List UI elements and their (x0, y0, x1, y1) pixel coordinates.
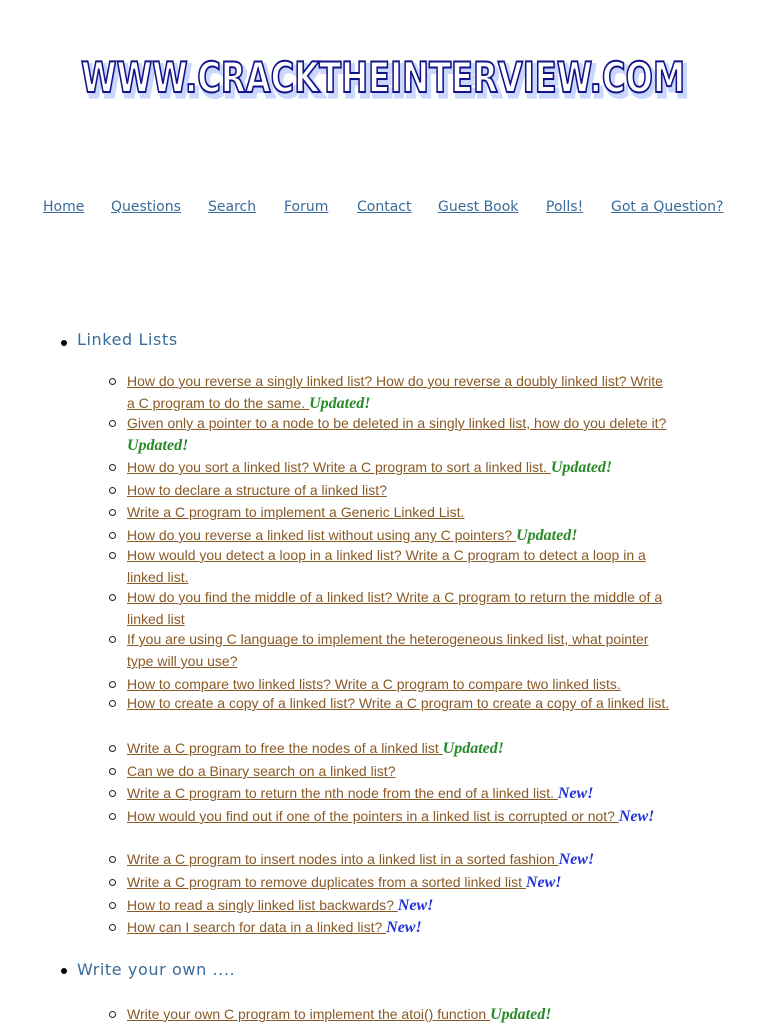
question-link[interactable]: Can we do a Binary search on a linked list? (127, 763, 396, 779)
question-link[interactable]: How to declare a structure of a linked list? (127, 482, 387, 498)
question-link[interactable]: Write a C program to insert nodes into a linked list in a sorted fashion (127, 851, 559, 867)
list-item (127, 479, 672, 501)
circle-bullet-icon (109, 420, 116, 427)
nav-guest-book-link[interactable]: Guest Book (438, 199, 519, 215)
list-item (127, 586, 672, 630)
section-bullet (61, 340, 67, 346)
circle-bullet-icon (109, 594, 116, 601)
question-link[interactable]: Write a C program to implement a Generic Linked List. (127, 504, 465, 520)
question-link[interactable]: Write your own C program to implement the atoi() function (127, 1006, 491, 1022)
list-item (127, 894, 672, 917)
circle-bullet-icon (109, 509, 116, 516)
nav-forum-link[interactable]: Forum (284, 199, 329, 215)
new-badge: New! (397, 897, 434, 914)
nav-contact-link[interactable]: Contact (357, 199, 412, 215)
circle-bullet-icon (109, 1011, 116, 1018)
circle-bullet-icon (109, 768, 116, 775)
logo-text: WWW.CRACKTHEINTERVIEW.COM (81, 53, 685, 102)
question-link[interactable]: How would you find out if one of the pointers in a linked list is corrupted or not? (127, 808, 619, 824)
list-item (127, 737, 672, 760)
question-link[interactable]: How do you sort a linked list? Write a C program to sort a linked list. (127, 459, 551, 475)
new-badge: New! (558, 851, 595, 868)
site-logo (78, 48, 690, 114)
updated-badge: Updated! (309, 395, 371, 412)
circle-bullet-icon (109, 924, 116, 931)
nav-got-a-question-link[interactable]: Got a Question? (611, 199, 724, 215)
question-link[interactable]: How to read a singly linked list backwards? (127, 897, 398, 913)
question-link[interactable]: How to create a copy of a linked list? Write a C program to create a copy of a linked list. (127, 695, 670, 711)
section-title-linked-lists: Linked Lists (77, 330, 178, 349)
list-item (127, 370, 672, 415)
new-badge: New! (386, 919, 422, 936)
question-link[interactable]: Write a C program to remove duplicates from a sorted linked list (127, 874, 526, 890)
list-item (127, 412, 672, 457)
new-badge: New! (557, 785, 594, 802)
nav-home-link[interactable]: Home (43, 199, 85, 215)
question-link[interactable]: Given only a pointer to a node to be deleted in a singly linked list, how do you delete it? (127, 415, 667, 431)
list-item (127, 805, 672, 828)
updated-badge: Updated! (442, 740, 504, 757)
list-item (127, 871, 672, 894)
updated-badge: Updated! (550, 459, 613, 476)
list-item (127, 848, 672, 871)
question-link[interactable]: How do you reverse a singly linked list? How do you reverse a doubly linked list? Write a C program to do the same. (127, 373, 663, 411)
circle-bullet-icon (109, 378, 116, 385)
new-badge: New! (618, 808, 655, 825)
circle-bullet-icon (109, 856, 116, 863)
circle-bullet-icon (109, 552, 116, 559)
circle-bullet-icon (109, 879, 116, 886)
question-link[interactable]: How do you reverse a linked list without using any C pointers? (127, 527, 517, 543)
nav-questions-link[interactable]: Questions (111, 199, 181, 215)
svg-text:WWW.CRACKTHEINTERVIEW.COM: WWW.CRACKTHEINTERVIEW.COM (84, 57, 688, 106)
list-item (127, 456, 672, 479)
list-item (127, 1003, 672, 1024)
question-link[interactable]: Write a C program to return the nth node from the end of a linked list. (127, 785, 558, 801)
circle-bullet-icon (109, 532, 116, 539)
list-item (127, 501, 672, 523)
circle-bullet-icon (109, 790, 116, 797)
list-item (127, 692, 672, 714)
question-link[interactable]: How do you find the middle of a linked list? Write a C program to return the middle of a linked list (127, 589, 663, 627)
updated-badge: Updated! (490, 1006, 552, 1023)
new-badge: New! (525, 874, 562, 891)
list-item (127, 916, 672, 939)
section-bullet (61, 968, 67, 974)
circle-bullet-icon (109, 487, 116, 494)
section-title-write-your-own: Write your own .... (77, 960, 236, 979)
circle-bullet-icon (109, 636, 116, 643)
updated-badge: Updated! (516, 527, 578, 544)
list-item (127, 782, 672, 805)
nav-polls-link[interactable]: Polls! (546, 199, 584, 215)
circle-bullet-icon (109, 464, 116, 471)
question-link[interactable]: How to compare two linked lists? Write a C program to compare two linked lists. (127, 676, 621, 692)
main-nav (0, 199, 768, 219)
updated-badge: Updated! (127, 437, 189, 454)
question-link[interactable]: How can I search for data in a linked list? (127, 919, 387, 935)
list-item (127, 628, 672, 672)
question-link[interactable]: How would you detect a loop in a linked list? Write a C program to detect a loop in a linked list. (127, 547, 646, 585)
circle-bullet-icon (109, 700, 116, 707)
circle-bullet-icon (109, 681, 116, 688)
circle-bullet-icon (109, 813, 116, 820)
list-item (127, 760, 672, 782)
nav-search-link[interactable]: Search (208, 199, 257, 215)
question-link[interactable]: If you are using C language to implement the heterogeneous linked list, what pointer type will you use? (127, 631, 649, 669)
circle-bullet-icon (109, 745, 116, 752)
list-item (127, 544, 672, 588)
circle-bullet-icon (109, 902, 116, 909)
question-link[interactable]: Write a C program to free the nodes of a linked list (127, 740, 443, 756)
